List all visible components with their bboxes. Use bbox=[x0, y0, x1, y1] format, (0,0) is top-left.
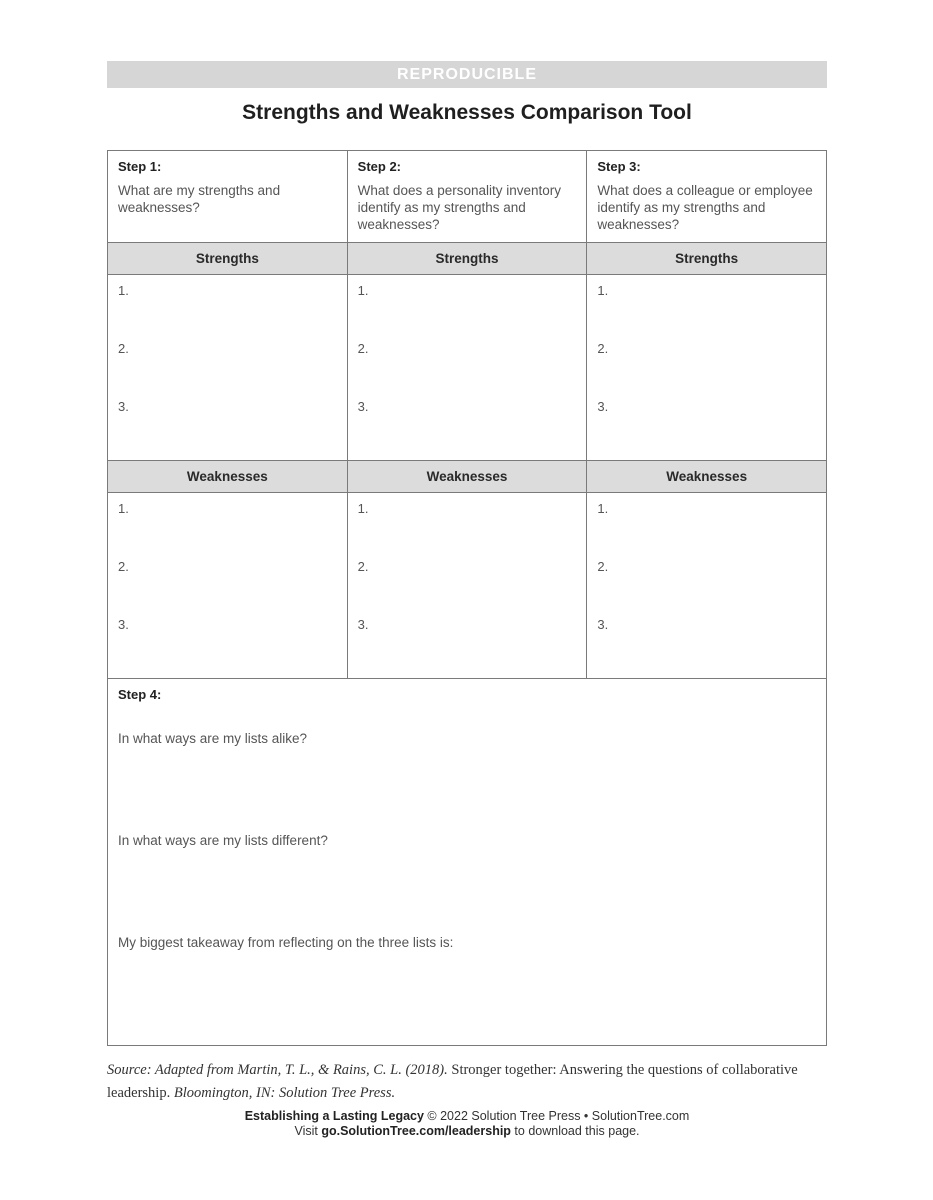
step-2-cell bbox=[348, 151, 588, 242]
list-item-number: 3. bbox=[357, 399, 369, 414]
lists-alike-question: In what ways are my lists alike? bbox=[118, 731, 308, 746]
biggest-takeaway-question: My biggest takeaway from reflecting on the three lists is: bbox=[118, 935, 454, 950]
strengths-header: Strengths bbox=[348, 243, 588, 274]
step-2-label: Step 2: bbox=[357, 159, 402, 174]
step-2-question: What does a personality inventory identify as my strengths and weaknesses? bbox=[357, 183, 562, 232]
lists-different-question: In what ways are my lists different? bbox=[118, 833, 328, 848]
list-item-number: 1. bbox=[597, 501, 609, 516]
list-item-number: 3. bbox=[597, 399, 609, 414]
step-4-section[interactable] bbox=[108, 679, 826, 1045]
list-item-number: 2. bbox=[357, 559, 369, 574]
list-item-number: 1. bbox=[118, 283, 129, 298]
source-prefix: Source: Adapted from Martin, T. L., & Rains, C. L. (2018). bbox=[107, 1062, 448, 1078]
reproducible-banner: REPRODUCIBLE bbox=[107, 61, 827, 88]
source-citation bbox=[107, 1059, 827, 1105]
footer-line-1 bbox=[107, 1109, 827, 1124]
step-3-cell bbox=[587, 151, 826, 242]
source-book-title: Stronger together: Answering the questions of collaborative leadership. bbox=[107, 1062, 798, 1101]
comparison-table bbox=[107, 150, 827, 1046]
strengths-header: Strengths bbox=[108, 243, 348, 274]
weaknesses-list-step-3[interactable] bbox=[587, 493, 826, 678]
weaknesses-list-step-2[interactable] bbox=[348, 493, 588, 678]
page-title: Strengths and Weaknesses Comparison Tool bbox=[242, 101, 692, 124]
weaknesses-list-step-1[interactable] bbox=[108, 493, 348, 678]
strengths-list-step-2[interactable] bbox=[348, 275, 588, 460]
list-item-number: 1. bbox=[357, 283, 369, 298]
strengths-header: Strengths bbox=[675, 251, 739, 266]
weaknesses-header: Weaknesses bbox=[666, 469, 748, 484]
list-item-number: 2. bbox=[357, 341, 369, 356]
list-item-number: 1. bbox=[597, 283, 609, 298]
weaknesses-header: Weaknesses bbox=[348, 461, 588, 492]
footer-visit: Visit bbox=[294, 1124, 322, 1138]
footer-book-title: Establishing a Lasting Legacy bbox=[244, 1109, 424, 1123]
weaknesses-row bbox=[108, 493, 826, 679]
step-1-question: What are my strengths and weaknesses? bbox=[118, 183, 281, 215]
footer-copyright: © 2022 Solution Tree Press • SolutionTree.com bbox=[423, 1109, 690, 1123]
steps-row bbox=[108, 151, 826, 243]
strengths-row bbox=[108, 275, 826, 461]
strengths-header-row bbox=[108, 243, 826, 275]
step-3-label: Step 3: bbox=[597, 159, 641, 174]
list-item-number: 1. bbox=[118, 501, 129, 516]
step-1-cell bbox=[108, 151, 348, 242]
page-footer bbox=[107, 1109, 827, 1139]
list-item-number: 2. bbox=[597, 341, 609, 356]
list-item-number: 3. bbox=[357, 617, 369, 632]
list-item-number: 2. bbox=[118, 559, 129, 574]
list-item-number: 1. bbox=[357, 501, 369, 516]
list-item-number: 3. bbox=[118, 617, 129, 632]
list-item-number: 3. bbox=[118, 399, 129, 414]
weaknesses-header-row bbox=[108, 461, 826, 493]
source-publisher: Bloomington, IN: Solution Tree Press. bbox=[170, 1085, 396, 1101]
strengths-list-step-3[interactable] bbox=[587, 275, 826, 460]
footer-suffix: to download this page. bbox=[510, 1124, 640, 1138]
step-3-question: What does a colleague or employee identify as my strengths and weaknesses? bbox=[597, 183, 813, 232]
list-item-number: 3. bbox=[597, 617, 609, 632]
list-item-number: 2. bbox=[597, 559, 609, 574]
step-1-label: Step 1: bbox=[118, 159, 162, 174]
list-item-number: 2. bbox=[118, 341, 129, 356]
strengths-list-step-1[interactable] bbox=[108, 275, 348, 460]
footer-line-2 bbox=[107, 1124, 827, 1139]
footer-download-link[interactable]: go.SolutionTree.com/leadership bbox=[321, 1124, 511, 1138]
weaknesses-header: Weaknesses bbox=[108, 461, 348, 492]
step-4-label: Step 4: bbox=[118, 687, 162, 702]
